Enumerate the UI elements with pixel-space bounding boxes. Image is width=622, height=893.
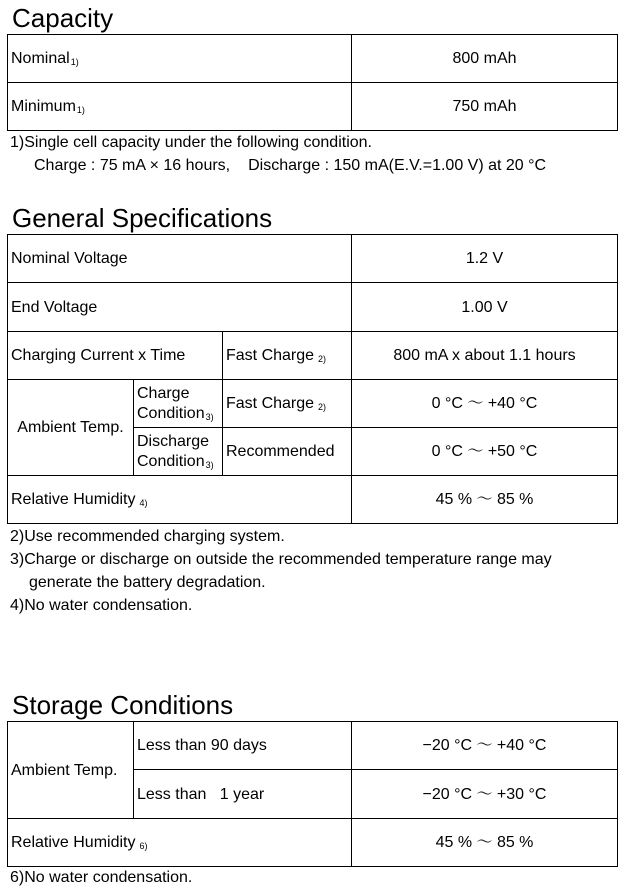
nominal-value: 800 mAh <box>352 35 618 83</box>
general-specs-heading: General Specifications <box>12 203 273 233</box>
table-row <box>8 283 618 332</box>
footnote-ref: 6) <box>139 841 148 851</box>
nominal-label-text: Nominal <box>11 50 70 67</box>
charge-condition-label <box>134 380 223 428</box>
charging-method <box>223 332 352 380</box>
capacity-table <box>7 34 618 131</box>
humidity-label-text: Relative Humidity <box>11 491 136 508</box>
charge-condition-l2: Condition <box>137 404 205 422</box>
footnote-4: 4)No water condensation. <box>10 597 193 614</box>
storage-table <box>7 721 618 867</box>
charge-temp-value: 0 °C ～ +40 °C <box>352 380 618 428</box>
table-row <box>8 332 618 380</box>
end-voltage-label: End Voltage <box>8 283 352 332</box>
footnote-ref: 1) <box>76 105 85 115</box>
table-row <box>8 722 618 770</box>
minimum-value: 750 mAh <box>352 83 618 131</box>
capacity-note <box>10 131 546 177</box>
discharge-condition-label <box>134 428 223 476</box>
discharge-condition-l1: Discharge <box>137 432 210 450</box>
footnote-ref: 2) <box>318 354 327 364</box>
table-row <box>8 819 618 867</box>
storage-ambient-label: Ambient Temp. <box>8 722 134 819</box>
footnote-ref: 3) <box>205 459 214 470</box>
charge-condition-l1: Charge <box>137 384 190 402</box>
charge-condition-method <box>223 380 352 428</box>
charging-method-text: Fast Charge <box>226 347 315 364</box>
charge-condition: Charge : 75 mA × 16 hours, <box>34 157 231 174</box>
nominal-label <box>8 35 352 83</box>
storage-humidity-label-text: Relative Humidity <box>11 834 136 851</box>
humidity-value: 45 % ～ 85 % <box>352 476 618 524</box>
nominal-voltage-value: 1.2 V <box>352 235 618 283</box>
table-row <box>8 380 618 428</box>
storage-period-90days: Less than 90 days <box>134 722 352 770</box>
footnote-1-conditions <box>10 154 546 177</box>
footnote-3: 3)Charge or discharge on outside the recommended temperature range may <box>10 551 552 568</box>
ambient-temp-label: Ambient Temp. <box>8 380 134 476</box>
footnote-ref: 4) <box>139 498 148 508</box>
storage-humidity-label <box>8 819 352 867</box>
discharge-condition: Discharge : 150 mA(E.V.=1.00 V) at 20 °C <box>248 157 547 174</box>
general-notes <box>10 525 552 617</box>
discharge-condition-l2: Condition <box>137 452 205 470</box>
storage-temp-1year: −20 °C ～ +30 °C <box>352 770 618 819</box>
table-row <box>8 35 618 83</box>
discharge-temp-value: 0 °C ～ +50 °C <box>352 428 618 476</box>
table-row <box>8 476 618 524</box>
minimum-label-text: Minimum <box>11 98 76 115</box>
footnote-ref: 3) <box>205 411 214 422</box>
charge-condition-method-text: Fast Charge <box>226 395 315 412</box>
footnote-ref: 2) <box>318 402 327 412</box>
table-row <box>8 235 618 283</box>
footnote-1: 1)Single cell capacity under the following condition. <box>10 134 372 151</box>
end-voltage-value: 1.00 V <box>352 283 618 332</box>
charging-label: Charging Current x Time <box>8 332 223 380</box>
nominal-voltage-label: Nominal Voltage <box>8 235 352 283</box>
minimum-label <box>8 83 352 131</box>
footnote-2: 2)Use recommended charging system. <box>10 528 285 545</box>
storage-notes <box>10 866 192 889</box>
capacity-heading: Capacity <box>12 3 114 33</box>
table-row <box>8 83 618 131</box>
storage-humidity-value: 45 % ～ 85 % <box>352 819 618 867</box>
storage-temp-90days: −20 °C ～ +40 °C <box>352 722 618 770</box>
general-specs-table <box>7 234 618 524</box>
charging-value: 800 mA x about 1.1 hours <box>352 332 618 380</box>
storage-period-1year: Less than 1 year <box>134 770 352 819</box>
discharge-condition-method: Recommended <box>223 428 352 476</box>
footnote-6: 6)No water condensation. <box>10 869 193 886</box>
footnote-3-cont: generate the battery degradation. <box>29 574 266 591</box>
humidity-label <box>8 476 352 524</box>
footnote-ref: 1) <box>70 57 79 67</box>
storage-heading: Storage Conditions <box>12 690 234 720</box>
